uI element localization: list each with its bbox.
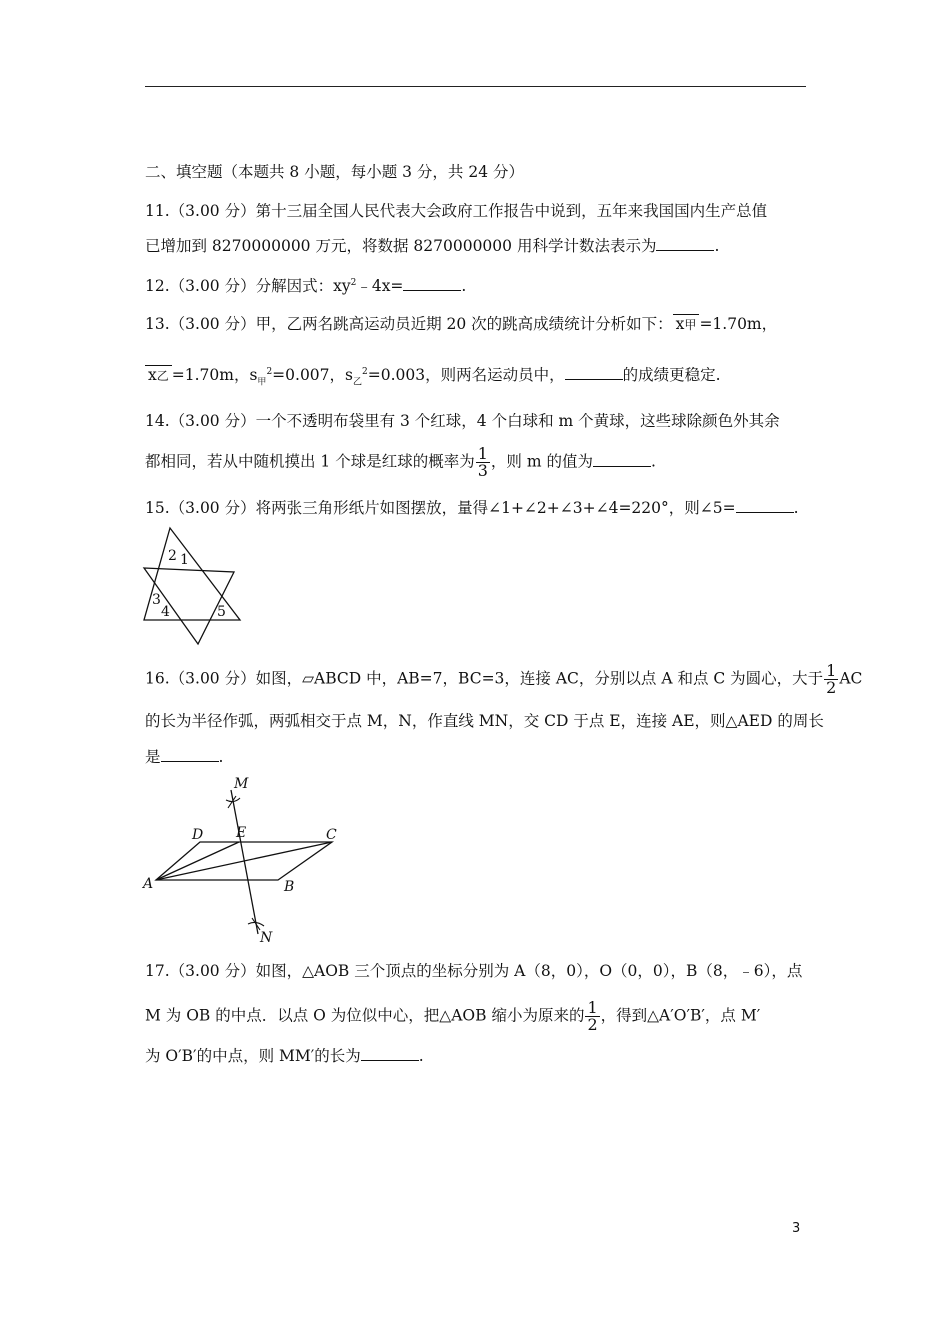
q16-line3: 是 .	[145, 748, 224, 766]
q17-line2: M 为 OB 的中点．以点 O 为位似中心，把△AOB 缩小为原来的 $\frac{1}{2}$ ，得到△A′O′B′，点 M′	[145, 998, 761, 1034]
answer-blank	[565, 365, 623, 380]
q14-line1: 14.（3.00 分）一个不透明布袋里有 3 个红球，4 个白球和 m 个黄球，这些球除颜色外其余	[145, 412, 780, 430]
answer-blank	[403, 276, 461, 291]
answer-blank	[593, 452, 651, 467]
q17-line1: 17.（3.00 分）如图，△AOB 三个顶点的坐标分别为 A（8，0），O（0，0），B（8，﹣6），点	[145, 962, 803, 980]
q13-line2: x乙 =1.70m，$s_甲^2=0.007$，$s_乙^2=0.003$，则两名运动员中， 的成绩更稳定.	[145, 362, 721, 392]
answer-blank	[361, 1046, 419, 1061]
section-title: 二、填空题（本题共 8 小题，每小题 3 分，共 24 分）	[145, 163, 525, 181]
point-label-A: A	[143, 876, 154, 892]
q11-line2: 已增加到 8270000000 万元，将数据 8270000000 用科学计数法表示为 .	[145, 237, 720, 255]
q16-line1: 16.（3.00 分）如图，▱ABCD 中，AB=7，BC=3，连接 AC，分别以点 A 和点 C 为圆心，大于 $\frac{1}{2}$ AC	[145, 661, 863, 697]
fraction-one-half: $\frac{1}{2}$	[587, 998, 598, 1034]
q17-line3: 为 O′B′的中点，则 MM′的长为 .	[145, 1047, 424, 1065]
answer-blank	[736, 498, 794, 513]
q16-parallelogram-figure	[140, 774, 350, 946]
q14-line2: 都相同，若从中随机摸出 1 个球是红球的概率为 $\frac{1}{3}$ ，则 m 的值为 .	[145, 444, 656, 480]
angle-label-5: 5	[217, 604, 226, 620]
line-MN	[231, 790, 258, 934]
point-label-M: M	[234, 776, 249, 792]
q15-triangles-figure	[142, 524, 246, 646]
fraction-one-half: $\frac{1}{2}$	[826, 661, 837, 697]
q13-line1: 13.（3.00 分）甲，乙两名跳高运动员近期 20 次的跳高成绩统计分析如下： x甲 =1.70m，	[145, 315, 778, 333]
point-label-C: C	[326, 827, 337, 843]
angle-label-1: 1	[180, 552, 189, 568]
xbar-jia: x甲	[673, 314, 700, 333]
page-number: 3	[792, 1221, 801, 1236]
header-rule	[145, 86, 806, 87]
angle-label-3: 3	[152, 592, 161, 608]
q12: 12.（3.00 分）分解因式：$xy^2﹣4x=$ .	[145, 277, 467, 296]
q15-text: 15.（3.00 分）将两张三角形纸片如图摆放，量得∠1+∠2+∠3+∠4=220°，则∠5= .	[145, 499, 799, 517]
answer-blank	[161, 747, 219, 762]
point-label-E: E	[236, 825, 247, 841]
point-label-D: D	[192, 827, 204, 843]
q16-line2: 的长为半径作弧，两弧相交于点 M，N，作直线 MN，交 CD 于点 E，连接 AE，则△AED 的周长	[145, 712, 824, 730]
point-label-B: B	[284, 879, 295, 895]
point-label-N: N	[260, 930, 273, 946]
fraction-one-third: $\frac{1}{3}$	[477, 444, 488, 480]
answer-blank	[656, 236, 714, 251]
segment-AE	[156, 842, 239, 880]
arc-N	[248, 918, 264, 930]
angle-label-4: 4	[161, 604, 170, 620]
q11-line1: 11.（3.00 分）第十三届全国人民代表大会政府工作报告中说到，五年来我国国内生产总值	[145, 202, 768, 220]
xbar-yi: x乙	[145, 365, 172, 384]
angle-label-2: 2	[168, 548, 177, 564]
